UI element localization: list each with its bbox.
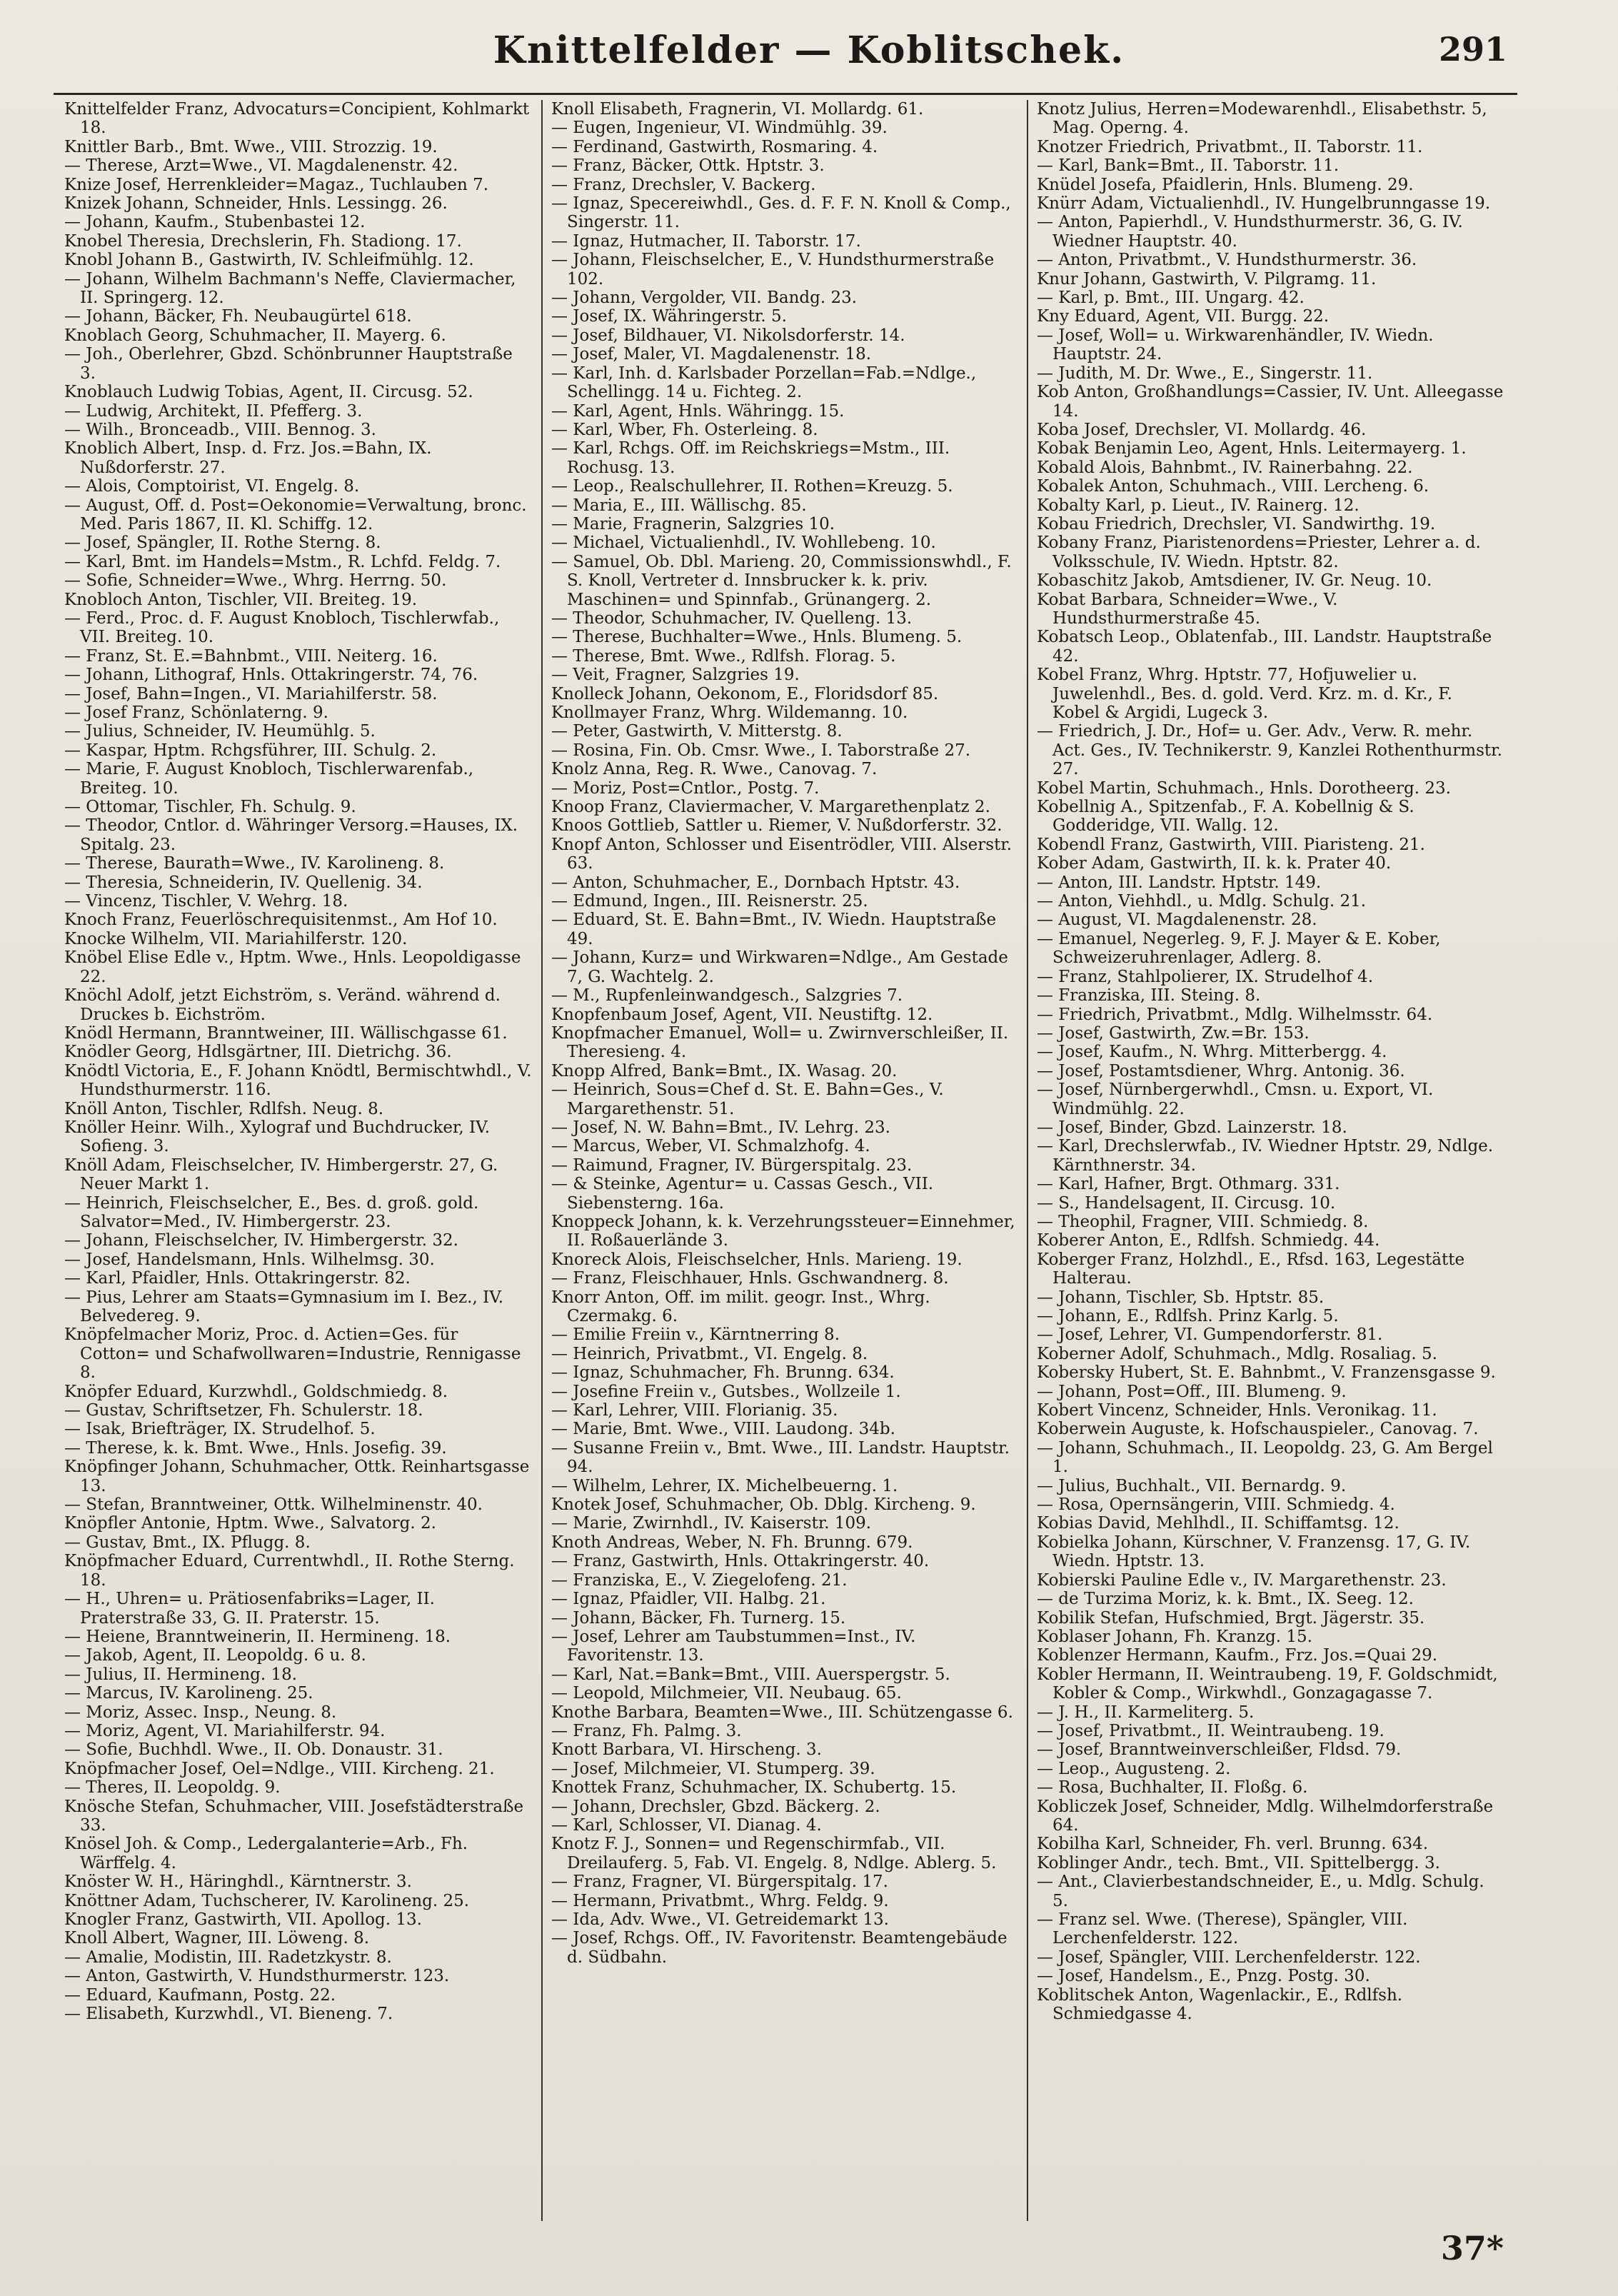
directory-entry: Knittelfelder Franz, Advocaturs=Concipient, Kohlmarkt 18. — [64, 100, 530, 138]
directory-columns — [56, 100, 1519, 2221]
directory-entry: — Theres, II. Leopoldg. 9. — [64, 1778, 281, 1798]
directory-entry: Knüdel Josefa, Pfaidlerin, Hnls. Blumeng. 29. — [1037, 175, 1414, 194]
directory-entry: — Therese, k. k. Bmt. Wwe., Hnls. Josefig. 39. — [64, 1438, 447, 1458]
directory-entry: — Emanuel, Negerleg. 9, F. J. Mayer & E. Kober, Schweizeruhrenlager, Adlerg. 8. — [1037, 929, 1441, 968]
directory-entry: Kobler Hermann, II. Weintraubeng. 19, F. Goldschmidt, Kobler & Comp., Wirkwhdl., Gonzagagasse 7. — [1037, 1665, 1498, 1703]
directory-entry: — Johann, Tischler, Sb. Hptstr. 85. — [1037, 1288, 1325, 1307]
directory-entry: — Karl, Agent, Hnls. Währingg. 15. — [551, 401, 845, 421]
directory-entry: — Franz, Stahlpolierer, IX. Strudelhof 4. — [1037, 967, 1374, 986]
directory-entry: — Peter, Gastwirth, V. Mitterstg. 8. — [551, 722, 843, 741]
directory-entry: Knöpfmacher Josef, Oel=Ndlge., VIII. Kircheng. 21. — [64, 1759, 495, 1778]
directory-entry: Knotz Julius, Herren=Modewarenhdl., Elisabethstr. 5, Mag. Operng. 4. — [1037, 100, 1487, 138]
directory-entry: — Josef, Kaufm., N. Whrg. Mitterbergg. 4. — [1037, 1043, 1387, 1062]
directory-entry: Knize Josef, Herrenkleider=Magaz., Tuchlauben 7. — [64, 175, 489, 194]
directory-entry: — Josef, Woll= u. Wirkwarenhändler, IV. Wiedn. Hauptstr. 24. — [1037, 326, 1434, 364]
directory-entry: — H., Uhren= u. Prätiosenfabriks=Lager, II. Praterstraße 33, G. II. Praterstr. 15. — [64, 1590, 435, 1628]
directory-entry: Knogler Franz, Gastwirth, VII. Apollog. 13. — [64, 1910, 422, 1929]
directory-entry: — Therese, Bmt. Wwe., Rdlfsh. Florag. 5. — [551, 646, 896, 666]
directory-entry: — Isak, Briefträger, IX. Strudelhof. 5. — [64, 1420, 376, 1439]
directory-entry: Knottek Franz, Schuhmacher, IX. Schubertg. 15. — [551, 1778, 957, 1798]
directory-entry: Kobak Benjamin Leo, Agent, Hnls. Leitermayerg. 1. — [1037, 439, 1467, 458]
directory-entry: Kny Eduard, Agent, VII. Burgg. 22. — [1037, 307, 1330, 326]
directory-entry: Knöbel Elise Edle v., Hptm. Wwe., Hnls. Leopoldigasse 22. — [64, 948, 521, 986]
directory-entry: Knolleck Johann, Oekonom, E., Floridsdorf 85. — [551, 684, 939, 703]
directory-entry: — Johann, Lithograf, Hnls. Ottakringerstr. 74, 76. — [64, 666, 478, 685]
directory-entry: — Friedrich, Privatbmt., Mdlg. Wilhelmsstr. 64. — [1037, 1005, 1433, 1024]
directory-entry: Kobliczek Josef, Schneider, Mdlg. Wilhelmdorferstraße 64. — [1037, 1797, 1494, 1835]
directory-entry: — Karl, Pfaidler, Hnls. Ottakringerstr. 82. — [64, 1269, 411, 1288]
directory-entry: — Josef, Handelsmann, Hnls. Wilhelmsg. 30. — [64, 1250, 435, 1269]
directory-entry: — Anton, Privatbmt., V. Hundsthurmerstr. 36. — [1037, 251, 1417, 270]
directory-entry: Kobalek Anton, Schuhmach., VIII. Lercheng. 6. — [1037, 477, 1429, 496]
directory-entry: Knöster W. H., Häringhdl., Kärntnerstr. 3. — [64, 1873, 412, 1892]
directory-entry: — August, VI. Magdalenenstr. 28. — [1037, 911, 1317, 930]
directory-entry: Koberner Adolf, Schuhmach., Mdlg. Rosaliag. 5. — [1037, 1344, 1437, 1363]
directory-entry: — Johann, Drechsler, Gbzd. Bäckerg. 2. — [551, 1797, 880, 1816]
directory-entry: — Moriz, Agent, VI. Mariahilferstr. 94. — [64, 1721, 386, 1740]
directory-entry: — Anton, Schuhmacher, E., Dornbach Hptstr. 43. — [551, 873, 960, 892]
directory-entry: — Julius, Schneider, IV. Heumühlg. 5. — [64, 722, 376, 741]
directory-entry: — Josef, Lehrer am Taubstummen=Inst., IV. Favoritenstr. 13. — [551, 1627, 916, 1665]
directory-entry: Knopf Anton, Schlosser und Eisentrödler, VIII. Alserstr. 63. — [551, 835, 1012, 873]
directory-entry: — Josef, N. W. Bahn=Bmt., IV. Lehrg. 23. — [551, 1118, 890, 1137]
directory-entry: — Ferd., Proc. d. F. August Knobloch, Tischlerwfab., VII. Breiteg. 10. — [64, 608, 500, 647]
directory-entry: Knopp Alfred, Bank=Bmt., IX. Wasag. 20. — [551, 1061, 898, 1081]
directory-entry: Kobilik Stefan, Hufschmied, Brgt. Jägerstr. 35. — [1037, 1608, 1425, 1628]
column-left — [56, 100, 541, 2221]
directory-entry: — Michael, Victualienhdl., IV. Wohllebeng. 10. — [551, 533, 936, 553]
directory-entry: — Judith, M. Dr. Wwe., E., Singerstr. 11. — [1037, 364, 1373, 383]
directory-entry: Knizek Johann, Schneider, Hnls. Lessingg. 26. — [64, 194, 448, 214]
directory-entry: Kobilha Karl, Schneider, Fh. verl. Brunng. 634. — [1037, 1835, 1429, 1854]
directory-entry: Knoll Albert, Wagner, III. Löweng. 8. — [64, 1929, 370, 1948]
directory-entry: Knothe Barbara, Beamten=Wwe., III. Schützengasse 6. — [551, 1703, 1013, 1722]
directory-entry: Knittler Barb., Bmt. Wwe., VIII. Strozzig. 19. — [64, 137, 438, 156]
directory-entry: Knotz F. J., Sonnen= und Regenschirmfab., VII. Dreilauferg. 5, Fab. VI. Engelg. 8, Ndlge. Ablerg. 5. — [551, 1835, 997, 1873]
directory-entry: — Josef, Spängler, II. Rothe Sterng. 8. — [64, 533, 381, 553]
directory-entry: Knoblich Albert, Insp. d. Frz. Jos.=Bahn, IX. Nußdorferstr. 27. — [64, 439, 432, 477]
directory-entry: — Sofie, Schneider=Wwe., Whrg. Herrng. 50. — [64, 571, 447, 591]
directory-entry: — Karl, Inh. d. Karlsbader Porzellan=Fab.=Ndlge., Schellingg. 14 u. Fichteg. 2. — [551, 364, 977, 402]
directory-entry: — Johann, Wilhelm Bachmann's Neffe, Claviermacher, II. Springerg. 12. — [64, 269, 516, 308]
directory-entry: — Stefan, Branntweiner, Ottk. Wilhelminenstr. 40. — [64, 1495, 483, 1515]
directory-entry: Knöpfmacher Eduard, Currentwhdl., II. Rothe Sterng. 18. — [64, 1552, 515, 1590]
directory-entry: — Sofie, Buchhdl. Wwe., II. Ob. Donaustr. 31. — [64, 1740, 443, 1760]
directory-entry: Knöller Heinr. Wilh., Xylograf und Buchdrucker, IV. Sofieng. 3. — [64, 1118, 491, 1156]
directory-entry: Knur Johann, Gastwirth, V. Pilgramg. 11. — [1037, 269, 1377, 289]
directory-entry: — Franziska, III. Steing. 8. — [1037, 986, 1261, 1006]
directory-entry: Koblaser Johann, Fh. Kranzg. 15. — [1037, 1627, 1312, 1646]
directory-entry: — Theodor, Cntlor. d. Währinger Versorg.=Hauses, IX. Spitalg. 23. — [64, 816, 518, 854]
directory-entry: — Heinrich, Privatbmt., VI. Engelg. 8. — [551, 1344, 868, 1363]
directory-entry: — Karl, Wber, Fh. Osterleing. 8. — [551, 420, 818, 439]
directory-entry: Kober Adam, Gastwirth, II. k. k. Prater 40. — [1037, 854, 1392, 873]
directory-entry: — Marie, Fragnerin, Salzgries 10. — [551, 514, 835, 533]
directory-entry: — Josef, Nürnbergerwhdl., Cmsn. u. Export, VI. Windmühlg. 22. — [1037, 1081, 1434, 1118]
directory-entry: — Veit, Fragner, Salzgries 19. — [551, 666, 800, 685]
directory-entry: — Johann, Schuhmach., II. Leopoldg. 23, G. Am Bergel 1. — [1037, 1438, 1493, 1477]
directory-entry: — Franz sel. Wwe. (Therese), Spängler, VIII. Lerchenfelderstr. 122. — [1037, 1910, 1408, 1948]
directory-entry: Kobielka Johann, Kürschner, V. Franzensg. 17, G. IV. Wiedn. Hptstr. 13. — [1037, 1533, 1471, 1571]
directory-entry: Knödl Hermann, Branntweiner, III. Wällischgasse 61. — [64, 1023, 508, 1043]
directory-entry: — Johann, Fleischselcher, IV. Himbergerstr. 32. — [64, 1231, 458, 1250]
directory-entry: Knott Barbara, VI. Hirscheng. 3. — [551, 1740, 822, 1760]
directory-entry: — Edmund, Ingen., III. Reisnerstr. 25. — [551, 892, 868, 911]
directory-entry: — Franz, Fragner, VI. Bürgerspitalg. 17. — [551, 1873, 888, 1892]
directory-entry: — Eugen, Ingenieur, VI. Windmühlg. 39. — [551, 119, 888, 138]
running-head: Knittelfelder — Koblitschek. — [493, 29, 1125, 72]
directory-entry: — Johann, Post=Off., III. Blumeng. 9. — [1037, 1382, 1347, 1401]
directory-entry: Koberer Anton, E., Rdlfsh. Schmiedg. 44. — [1037, 1231, 1380, 1250]
directory-entry: — Ignaz, Schuhmacher, Fh. Brunng. 634. — [551, 1363, 895, 1383]
directory-entry: Kobias David, Mehlhdl., II. Schiffamtsg. 12. — [1037, 1514, 1400, 1533]
directory-entry: Knotek Josef, Schuhmacher, Ob. Dblg. Kircheng. 9. — [551, 1495, 976, 1515]
directory-entry: Kob Anton, Großhandlungs=Cassier, IV. Unt. Alleegasse 14. — [1037, 383, 1504, 421]
directory-entry: — Ant., Clavierbestandschneider, E., u. Mdlg. Schulg. 5. — [1037, 1873, 1484, 1910]
directory-entry: — Gustav, Bmt., IX. Pflugg. 8. — [64, 1533, 311, 1552]
directory-entry: — Julius, II. Hermineng. 18. — [64, 1665, 298, 1684]
directory-entry: — Marcus, Weber, VI. Schmalzhofg. 4. — [551, 1137, 870, 1156]
directory-entry: Knocke Wilhelm, VII. Mariahilferstr. 120. — [64, 929, 408, 948]
directory-entry: — Josef, IX. Währingerstr. 5. — [551, 307, 787, 326]
directory-entry: — Gustav, Schriftsetzer, Fh. Schulerstr. 18. — [64, 1401, 423, 1420]
directory-entry: — Josef Franz, Schönlaterng. 9. — [64, 703, 328, 722]
directory-entry: Knürr Adam, Victualienhdl., IV. Hungelbrunngasse 19. — [1037, 194, 1491, 214]
directory-entry: — Amalie, Modistin, III. Radetzkystr. 8. — [64, 1947, 392, 1967]
directory-entry: — Elisabeth, Kurzwhdl., VI. Bieneng. 7. — [64, 2005, 393, 2024]
directory-entry: — Johann, Kurz= und Wirkwaren=Ndlge., Am Gestade 7, G. Wachtelg. 2. — [551, 948, 1008, 986]
directory-entry: Knöpfinger Johann, Schuhmacher, Ottk. Reinhartsgasse 13. — [64, 1458, 530, 1495]
directory-entry: Kobel Franz, Whrg. Hptstr. 77, Hofjuwelier u. Juwelenhdl., Bes. d. gold. Verd. Krz. m. d. Kr., F. Kobel & Argidi, Lugeck 3. — [1037, 666, 1452, 722]
directory-entry: Knoch Franz, Feuerlöschrequisitenmst., Am Hof 10. — [64, 911, 498, 930]
directory-entry: Knödler Georg, Hdlsgärtner, III. Dietrichg. 36. — [64, 1043, 452, 1062]
directory-entry: — Josefine Freiin v., Gutsbes., Wollzeile 1. — [551, 1382, 901, 1401]
directory-entry: — Moriz, Post=Cntlor., Postg. 7. — [551, 778, 820, 798]
directory-entry: — Leop., Realschullehrer, II. Rothen=Kreuzg. 5. — [551, 477, 953, 496]
directory-entry: — Kaspar, Hptm. Rchgsführer, III. Schulg. 2. — [64, 741, 437, 760]
directory-entry: — Samuel, Ob. Dbl. Marieng. 20, Commissionswhdl., F. S. Knoll, Vertreter d. Innsbrucker k. k. priv. Maschinen= und Spinnfab., Grünangerg. 2. — [551, 552, 1012, 609]
directory-entry: Knöttner Adam, Tuchscherer, IV. Karolineng. 25. — [64, 1891, 470, 1910]
directory-entry: Knoth Andreas, Weber, N. Fh. Brunng. 679. — [551, 1533, 913, 1552]
directory-entry: Knöpfler Antonie, Hptm. Wwe., Salvatorg. 2. — [64, 1514, 436, 1533]
directory-entry: — de Turzima Moriz, k. k. Bmt., IX. Seeg. 12. — [1037, 1590, 1414, 1609]
directory-entry: Kobany Franz, Piaristenordens=Priester, Lehrer a. d. Volksschule, IV. Wiedn. Hptstr. 82. — [1037, 533, 1481, 571]
directory-entry: Knopfmacher Emanuel, Woll= u. Zwirnverschleißer, II. Theresieng. 4. — [551, 1023, 1009, 1062]
directory-entry: — Therese, Baurath=Wwe., IV. Karolineng. 8. — [64, 854, 445, 873]
directory-entry: — Julius, Buchhalt., VII. Bernardg. 9. — [1037, 1476, 1347, 1495]
directory-entry: Kobendl Franz, Gastwirth, VIII. Piaristeng. 21. — [1037, 835, 1425, 854]
directory-entry: — Rosa, Buchhalter, II. Floßg. 6. — [1037, 1778, 1308, 1798]
directory-entry: — Wilh., Bronceadb., VIII. Bennog. 3. — [64, 420, 376, 439]
directory-entry: Knobloch Anton, Tischler, VII. Breiteg. 19. — [64, 590, 418, 609]
directory-entry: — Anton, III. Landstr. Hptstr. 149. — [1037, 873, 1322, 892]
directory-entry: Kobalty Karl, p. Lieut., IV. Rainerg. 12. — [1037, 496, 1360, 515]
directory-entry: — Josef, Postamtsdiener, Whrg. Antonig. 36. — [1037, 1061, 1405, 1081]
directory-entry: — Karl, p. Bmt., III. Ungarg. 42. — [1037, 289, 1305, 308]
directory-entry: — Raimund, Fragner, IV. Bürgerspitalg. 23. — [551, 1155, 913, 1175]
directory-entry: Knöll Anton, Tischler, Rdlfsh. Neug. 8. — [64, 1099, 384, 1118]
directory-entry: Knolz Anna, Reg. R. Wwe., Canovag. 7. — [551, 760, 878, 779]
sheet-signature: 37* — [1440, 2229, 1504, 2267]
directory-entry: — Josef, Gastwirth, Zw.=Br. 153. — [1037, 1023, 1310, 1043]
directory-entry: — Franz, Fh. Palmg. 3. — [551, 1721, 742, 1740]
directory-entry: — Ottomar, Tischler, Fh. Schulg. 9. — [64, 798, 356, 817]
directory-entry: — Ignaz, Specereiwhdl., Ges. d. F. F. N. Knoll & Comp., Singerstr. 11. — [551, 194, 1011, 232]
directory-entry: — Ida, Adv. Wwe., VI. Getreidemarkt 13. — [551, 1910, 889, 1929]
directory-entry: Knöll Adam, Fleischselcher, IV. Himbergerstr. 27, G. Neuer Markt 1. — [64, 1155, 498, 1194]
directory-entry: — Franziska, E., V. Ziegelofeng. 21. — [551, 1570, 848, 1590]
directory-entry: — Josef, Rchgs. Off., IV. Favoritenstr. Beamtengebäude d. Südbahn. — [551, 1929, 1008, 1967]
directory-entry: Koba Josef, Drechsler, VI. Mollardg. 46. — [1037, 420, 1367, 439]
directory-entry: Knödtl Victoria, E., F. Johann Knödtl, Bermischtwhdl., V. Hundsthurmerstr. 116. — [64, 1061, 532, 1100]
directory-entry: — Karl, Drechslerwfab., IV. Wiedner Hptstr. 29, Ndlge. Kärnthnerstr. 34. — [1037, 1137, 1494, 1175]
directory-entry: — Johann, Fleischselcher, E., V. Hundsthurmerstraße 102. — [551, 251, 995, 289]
directory-entry: Knoblach Georg, Schuhmacher, II. Mayerg. 6. — [64, 326, 446, 345]
directory-entry: Kobau Friedrich, Drechsler, VI. Sandwirthg. 19. — [1037, 514, 1436, 533]
directory-entry: — Anton, Papierhdl., V. Hundsthurmerstr. 36, G. IV. Wiedner Hauptstr. 40. — [1037, 213, 1463, 251]
header-rule — [54, 93, 1517, 95]
directory-entry: — Josef, Bahn=Ingen., VI. Mariahilferstr. 58. — [64, 684, 438, 703]
directory-entry: — Marie, Zwirnhdl., IV. Kaiserstr. 109. — [551, 1514, 872, 1533]
directory-entry: — Theresia, Schneiderin, IV. Quellenig. 34. — [64, 873, 423, 892]
directory-entry: Koberger Franz, Holzhdl., E., Rfsd. 163, Legestätte Halterau. — [1037, 1250, 1465, 1288]
directory-entry: — Joh., Oberlehrer, Gbzd. Schönbrunner Hauptstraße 3. — [64, 345, 513, 383]
directory-entry: Knorr Anton, Off. im milit. geogr. Inst., Whrg. Czermakg. 6. — [551, 1288, 930, 1325]
directory-entry: — Hermann, Privatbmt., Whrg. Feldg. 9. — [551, 1891, 889, 1910]
directory-entry: Knoppeck Johann, k. k. Verzehrungssteuer=Einnehmer, II. Roßauerlände 3. — [551, 1212, 1015, 1250]
directory-entry: — Anton, Gastwirth, V. Hundsthurmerstr. 123. — [64, 1967, 450, 1986]
directory-entry: — Johann, Vergolder, VII. Bandg. 23. — [551, 289, 858, 308]
directory-entry: — Josef, Spängler, VIII. Lerchenfelderstr. 122. — [1037, 1947, 1421, 1967]
directory-entry: — Alois, Comptoirist, VI. Engelg. 8. — [64, 477, 360, 496]
directory-entry: Knöchl Adolf, jetzt Eichström, s. Veränd. während d. Druckes b. Eichström. — [64, 986, 501, 1024]
directory-entry: Kobel Martin, Schuhmach., Hnls. Dorotheerg. 23. — [1037, 778, 1451, 798]
directory-entry: Kobierski Pauline Edle v., IV. Margarethenstr. 23. — [1037, 1570, 1447, 1590]
directory-entry: Kobald Alois, Bahnbmt., IV. Rainerbahng. 22. — [1037, 458, 1413, 477]
page-number: 291 — [1438, 30, 1507, 69]
directory-entry: Knoop Franz, Claviermacher, V. Margarethenplatz 2. — [551, 798, 990, 817]
directory-entry: — Wilhelm, Lehrer, IX. Michelbeuerng. 1. — [551, 1476, 898, 1495]
directory-entry: — Franz, Fleischhauer, Hnls. Gschwandnerg. 8. — [551, 1269, 949, 1288]
directory-entry: Kobersky Hubert, St. E. Bahnbmt., V. Franzensgasse 9. — [1037, 1363, 1496, 1383]
directory-entry: — Franz, Bäcker, Ottk. Hptstr. 3. — [551, 156, 825, 176]
directory-entry: — Josef, Privatbmt., II. Weintraubeng. 19. — [1037, 1721, 1385, 1740]
directory-entry: — S., Handelsagent, II. Circusg. 10. — [1037, 1193, 1336, 1213]
directory-entry: — Ignaz, Pfaidler, VII. Halbg. 21. — [551, 1590, 826, 1609]
directory-entry: — Josef, Milchmeier, VI. Stumperg. 39. — [551, 1759, 875, 1778]
directory-entry: Koblinger Andr., tech. Bmt., VII. Spittelbergg. 3. — [1037, 1853, 1440, 1873]
directory-entry: — Karl, Lehrer, VIII. Florianig. 35. — [551, 1401, 838, 1420]
directory-entry: — Pius, Lehrer am Staats=Gymnasium im I. Bez., IV. Belvedereg. 9. — [64, 1288, 504, 1325]
directory-entry: — Johann, Bäcker, Fh. Turnerg. 15. — [551, 1608, 846, 1628]
directory-entry: — Rosa, Opernsängerin, VIII. Schmiedg. 4. — [1037, 1495, 1395, 1515]
directory-entry: Kobaschitz Jakob, Amtsdiener, IV. Gr. Neug. 10. — [1037, 571, 1432, 591]
directory-entry: — Josef, Branntweinverschleißer, Fldsd. 79. — [1037, 1740, 1402, 1760]
column-middle — [541, 100, 1027, 2221]
directory-entry: Kobat Barbara, Schneider=Wwe., V. Hundsthurmerstraße 45. — [1037, 590, 1338, 628]
directory-entry: — Eduard, St. E. Bahn=Bmt., IV. Wiedn. Hauptstraße 49. — [551, 911, 997, 948]
directory-entry: — Susanne Freiin v., Bmt. Wwe., III. Landstr. Hauptstr. 94. — [551, 1438, 1010, 1477]
directory-entry: Koblitschek Anton, Wagenlackir., E., Rdlfsh. Schmiedgasse 4. — [1037, 1985, 1403, 2024]
directory-entry: — Marcus, IV. Karolineng. 25. — [64, 1684, 313, 1703]
directory-entry: — Moriz, Assec. Insp., Neung. 8. — [64, 1703, 337, 1722]
directory-entry: — Ferdinand, Gastwirth, Rosmaring. 4. — [551, 137, 878, 156]
directory-entry: Knobl Johann B., Gastwirth, IV. Schleifmühlg. 12. — [64, 251, 474, 270]
directory-entry: — Heinrich, Sous=Chef d. St. E. Bahn=Ges., V. Margarethenstr. 51. — [551, 1081, 944, 1118]
directory-entry: — Eduard, Kaufmann, Postg. 22. — [64, 1985, 336, 2005]
directory-entry: — Jakob, Agent, II. Leopoldg. 6 u. 8. — [64, 1646, 366, 1665]
directory-entry: — Josef, Lehrer, VI. Gumpendorferstr. 81. — [1037, 1325, 1383, 1345]
directory-entry: — Johann, E., Rdlfsh. Prinz Karlg. 5. — [1037, 1307, 1339, 1325]
directory-entry: Knopfenbaum Josef, Agent, VII. Neustiftg. 12. — [551, 1005, 933, 1024]
directory-entry: — Karl, Bank=Bmt., II. Taborstr. 11. — [1037, 156, 1340, 176]
directory-entry: — Rosina, Fin. Ob. Cmsr. Wwe., I. Taborstraße 27. — [551, 741, 971, 760]
directory-entry: — Friedrich, J. Dr., Hof= u. Ger. Adv., Verw. R. mehr. Act. Ges., IV. Technikerstr. 9, Kanzlei Rothenthurmstr. 27. — [1037, 722, 1502, 779]
directory-entry: — Heinrich, Fleischselcher, E., Bes. d. groß. gold. Salvator=Med., IV. Himbergerstr. 23. — [64, 1193, 479, 1231]
directory-entry: Koberwein Auguste, k. Hofschauspieler., Canovag. 7. — [1037, 1420, 1479, 1439]
page-header — [0, 29, 1618, 86]
directory-entry: — Theophil, Fragner, VIII. Schmiedg. 8. — [1037, 1212, 1369, 1231]
directory-entry: — Marie, Bmt. Wwe., VIII. Laudong. 34b. — [551, 1420, 895, 1439]
directory-entry: — Josef, Maler, VI. Magdalenenstr. 18. — [551, 345, 872, 364]
directory-entry: Kobellnig A., Spitzenfab., F. A. Kobellnig & S. Godderidge, VII. Wallg. 12. — [1037, 798, 1415, 836]
directory-entry: — Franz, Gastwirth, Hnls. Ottakringerstr. 40. — [551, 1552, 930, 1571]
directory-entry: — Ignaz, Hutmacher, II. Taborstr. 17. — [551, 231, 861, 251]
directory-entry: Kobatsch Leop., Oblatenfab., III. Landstr. Hauptstraße 42. — [1037, 628, 1492, 666]
directory-entry: — Karl, Schlosser, VI. Dianag. 4. — [551, 1815, 822, 1835]
directory-entry: — Franz, Drechsler, V. Backerg. — [551, 175, 816, 194]
directory-entry: — Josef, Bildhauer, VI. Nikolsdorferstr. 14. — [551, 326, 905, 345]
directory-entry: — J. H., II. Karmeliterg. 5. — [1037, 1703, 1255, 1722]
directory-entry: — Karl, Nat.=Bank=Bmt., VIII. Auerspergstr. 5. — [551, 1665, 950, 1684]
directory-entry: — Ludwig, Architekt, II. Pfefferg. 3. — [64, 401, 363, 421]
directory-entry: — Maria, E., III. Wällischg. 85. — [551, 496, 807, 515]
directory-entry: Knoreck Alois, Fleischselcher, Hnls. Marieng. 19. — [551, 1250, 963, 1269]
directory-entry: — Karl, Rchgs. Off. im Reichskriegs=Mstm., III. Rochusg. 13. — [551, 439, 950, 477]
directory-entry: Kobert Vincenz, Schneider, Hnls. Veronikag. 11. — [1037, 1401, 1437, 1420]
directory-entry: — Heiene, Branntweinerin, II. Hermineng. 18. — [64, 1627, 451, 1646]
directory-entry: — M., Rupfenleinwandgesch., Salzgries 7. — [551, 986, 903, 1006]
directory-entry: Knoll Elisabeth, Fragnerin, VI. Mollardg. 61. — [551, 100, 924, 119]
directory-entry: — Therese, Buchhalter=Wwe., Hnls. Blumeng. 5. — [551, 628, 963, 647]
directory-entry: Koblenzer Hermann, Kaufm., Frz. Jos.=Quai 29. — [1037, 1646, 1438, 1665]
directory-entry: Knoblauch Ludwig Tobias, Agent, II. Circusg. 52. — [64, 383, 473, 402]
directory-entry: Knöpfer Eduard, Kurzwhdl., Goldschmiedg. 8. — [64, 1382, 448, 1401]
directory-entry: — Vincenz, Tischler, V. Wehrg. 18. — [64, 892, 348, 911]
directory-entry: — Theodor, Schuhmacher, IV. Quelleng. 13. — [551, 608, 913, 628]
directory-entry: — & Steinke, Agentur= u. Cassas Gesch., VII. Siebensterng. 16a. — [551, 1175, 934, 1213]
directory-entry: — Franz, St. E.=Bahnbmt., VIII. Neiterg. 16. — [64, 646, 438, 666]
directory-entry: Knotzer Friedrich, Privatbmt., II. Taborstr. 11. — [1037, 137, 1423, 156]
directory-entry: — Therese, Arzt=Wwe., VI. Magdalenenstr. 42. — [64, 156, 458, 176]
directory-entry: — Karl, Hafner, Brgt. Othmarg. 331. — [1037, 1175, 1340, 1194]
directory-entry: — Emilie Freiin v., Kärntnerring 8. — [551, 1325, 840, 1345]
directory-entry: — Karl, Bmt. im Handels=Mstm., R. Lchfd. Feldg. 7. — [64, 552, 501, 571]
directory-entry: Knöpfelmacher Moriz, Proc. d. Actien=Ges. für Cotton= und Schafwollwaren=Industrie, Rennigasse 8. — [64, 1325, 521, 1383]
directory-entry: Knollmayer Franz, Whrg. Wildemanng. 10. — [551, 703, 908, 722]
directory-entry: — August, Off. d. Post=Oekonomie=Verwaltung, bronc. Med. Paris 1867, II. Kl. Schiffg. 12. — [64, 496, 527, 533]
directory-entry: Knobel Theresia, Drechslerin, Fh. Stadiong. 17. — [64, 231, 462, 251]
directory-entry: — Leopold, Milchmeier, VII. Neubaug. 65. — [551, 1684, 902, 1703]
directory-entry: Knösche Stefan, Schuhmacher, VIII. Josefstädterstraße 33. — [64, 1797, 524, 1835]
directory-entry: — Marie, F. August Knobloch, Tischlerwarenfab., Breiteg. 10. — [64, 760, 474, 798]
directory-entry: — Johann, Kaufm., Stubenbastei 12. — [64, 213, 366, 232]
directory-entry: — Johann, Bäcker, Fh. Neubaugürtel 618. — [64, 307, 412, 326]
directory-entry: Knösel Joh. & Comp., Ledergalanterie=Arb., Fh. Wärffelg. 4. — [64, 1835, 468, 1873]
directory-entry: Knoos Gottlieb, Sattler u. Riemer, V. Nußdorferstr. 32. — [551, 816, 1003, 836]
directory-entry: — Josef, Handelsm., E., Pnzg. Postg. 30. — [1037, 1967, 1370, 1986]
directory-entry: — Leop., Augusteng. 2. — [1037, 1759, 1231, 1778]
directory-entry: — Anton, Viehhdl., u. Mdlg. Schulg. 21. — [1037, 892, 1367, 911]
directory-entry: — Josef, Binder, Gbzd. Lainzerstr. 18. — [1037, 1118, 1347, 1137]
column-right — [1027, 100, 1512, 2221]
